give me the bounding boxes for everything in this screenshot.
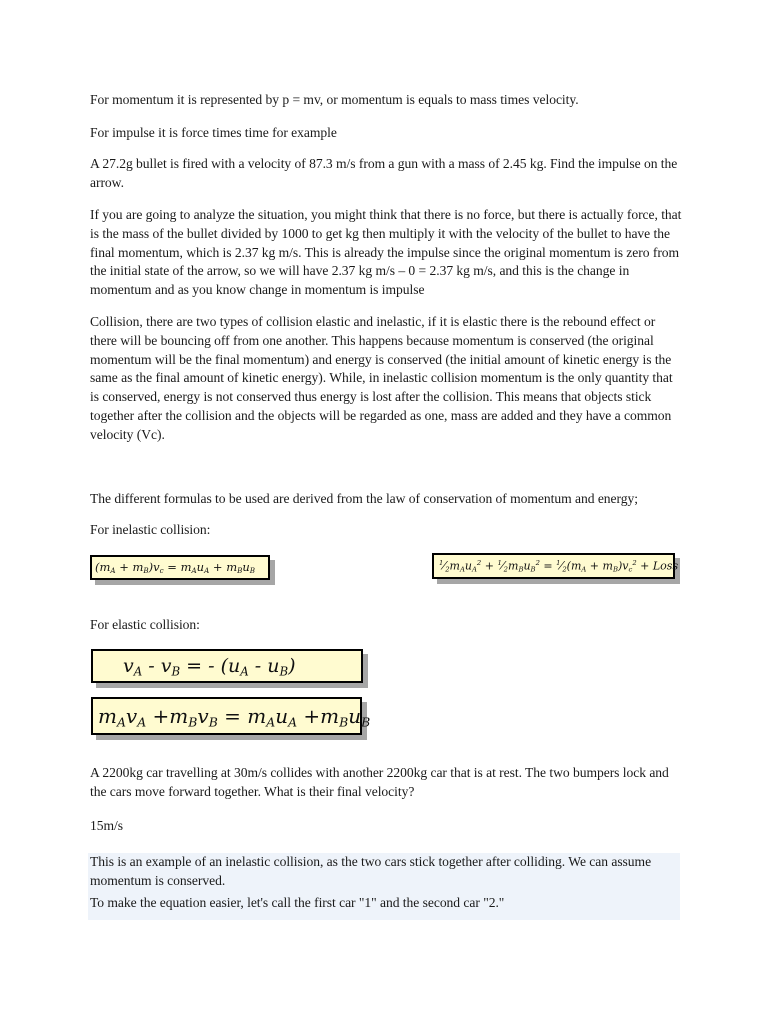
paragraph-collision-types: Collision, there are two types of collision elastic and inelastic, if it is elastic there is the rebound effect or there will be bouncing off from one another. This happens because momentum is conserved (the original momentum will be the final momentum) and energy is conserved (the initial amount of kinetic energy is the same as the final amount of kinetic energy). While, in inelastic collision momentum is the only quantity that is conserved, energy is not conserved thus energy is lost after the collision. This means that objects stick together after the collision and the objects will be regarded as one, mass are added and they have a common velocity (Vc). [90, 314, 673, 442]
paragraph-formulas-intro: The different formulas to be used are derived from the law of conservation of momentum and energy; [90, 491, 638, 506]
heading-inelastic-collision: For inelastic collision: [90, 522, 211, 537]
paragraph-momentum-definition: For momentum it is represented by p = mv, or momentum is equals to mass times velocity. [90, 92, 579, 107]
heading-elastic-collision: For elastic collision: [90, 617, 200, 632]
formula-elastic-velocity: $v_A - v_B$ = - $(u_A - u_B)$ [91, 649, 363, 683]
shaded-explanation-block [88, 853, 680, 920]
formula-elastic-momentum: $m_Av_A +m_Bv_B = m_Au_A +m_Bu_B$ [91, 697, 362, 735]
paragraph-car-problem: A 2200kg car travelling at 30m/s collides with another 2200kg car that is at rest. The two bumpers lock and the cars move forward together. What is their final velocity? [90, 765, 669, 799]
paragraph-inelastic-example: This is an example of an inelastic collision, as the two cars stick together after colliding. We can assume momentum is conserved. [90, 854, 652, 888]
formula-inelastic-energy: $^1⁄_2m_Au_A^2$ + $^1⁄_2m_Bu_B^2$ = $^1⁄_2(m_A + m_B)v_c^2$ + Loss [432, 553, 675, 579]
paragraph-car-answer: 15m/s [90, 818, 123, 833]
paragraph-impulse-definition: For impulse it is force times time for example [90, 125, 337, 140]
formula-inelastic-momentum: $(m_A + m_B)v_c = m_Au_A + m_Bu_B$ [90, 555, 270, 580]
paragraph-car-naming: To make the equation easier, let's call the first car "1" and the second car "2." [90, 895, 505, 910]
paragraph-bullet-problem: A 27.2g bullet is fired with a velocity of 87.3 m/s from a gun with a mass of 2.45 kg. Find the impulse on the arrow. [90, 156, 678, 190]
paragraph-bullet-analysis: If you are going to analyze the situation, you might think that there is no force, but there is actually force, that is the mass of the bullet divided by 1000 to get kg then multiply it with the velocity of the bullet to have the final momentum, which is 2.37 kg m/s. This is already the impulse since the original momentum is zero from the initial state of the arrow, so we will have 2.37 kg m/s – 0 = 2.37 kg m/s, and this is the change in momentum and as you know change in momentum is impulse [90, 207, 682, 298]
